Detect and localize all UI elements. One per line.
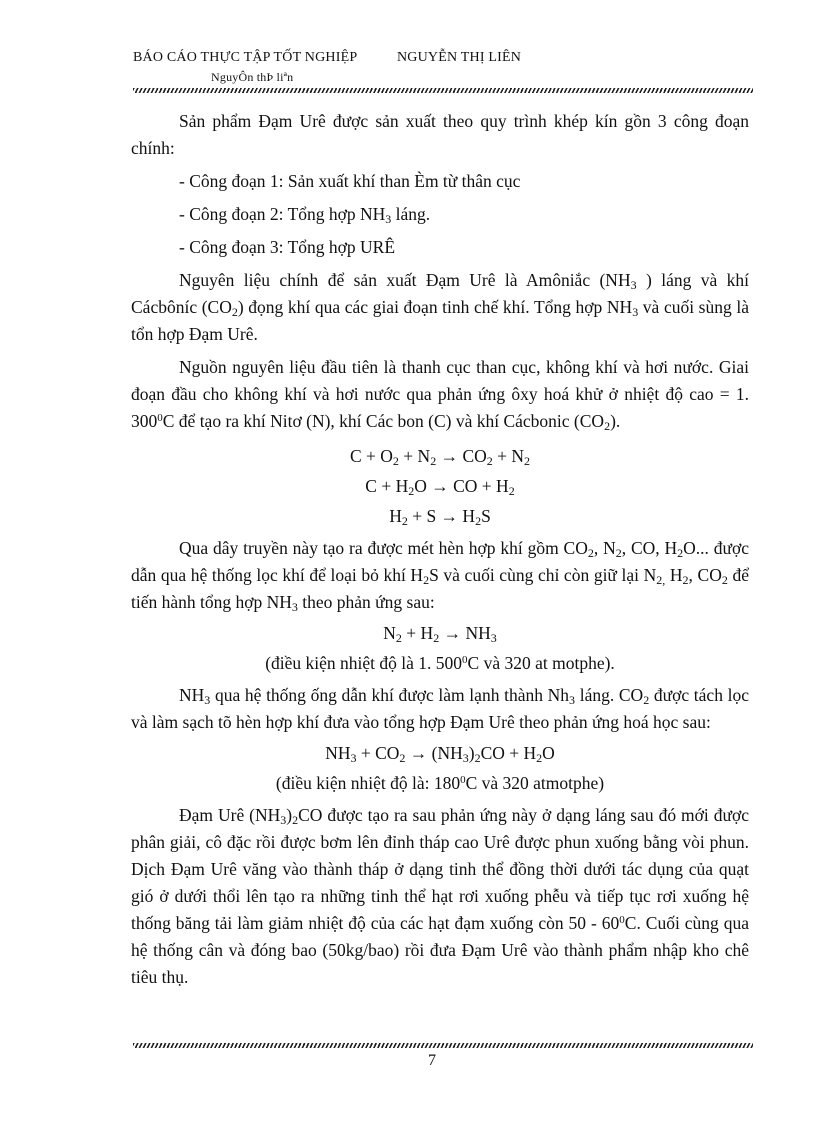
condition-1: (điều kiện nhiệt độ là 1. $500^0C$ và 320 at motphe).: [265, 653, 615, 673]
condition-2: (điều kiện nhiệt độ là: $180^0C$ và 320 atmotphe): [275, 773, 605, 793]
footer-divider: [133, 1043, 753, 1048]
equation-1: $C + O_2 + N_2 \to CO_2 + N_2$: [349, 446, 531, 468]
intro-paragraph: Sản phẩm Đạm Urê được sản xuất theo quy trình khép kín gồn 3 công đoạn chính:: [131, 111, 749, 158]
raw-materials-paragraph: Nguyên liệu chính để sản xuất Đạm Urê là Amôniắc ($NH_3$ ) láng và khí Cácbôníc $(CO_2)$ đọng khí qua các giai đoạn tinh chế khí. Tổng hợp $NH_3$ và cuối sùng là tổn hợp Đạm Urê.: [131, 270, 749, 344]
stage-2-item: - Công đoạn 2: Tổng hợp $NH_3$ láng.: [179, 204, 431, 226]
urea-processing-paragraph: Đạm Urê $(NH_3)_2CO$ được tạo ra sau phản ứng này ở dạng láng sau đó mới được phân giải, cô đặc rồi được bơm lên đỉnh tháp cao Urê được phun xuống bằng vòi phun. Dịch Đạm Urê văng vào thành tháp ở dạng tinh thể đồng thời dưới tác dụng của quạt gió ở dưới thổi lên tạo ra những tinh thể hạt rơi xuống phễu và tiếp tục rơi xuống hệ thống băng tải làm giảm nhiệt độ của các hạt đạm xuống còn $50 - 60^0C$. Cuối cùng qua hệ thống cân và đóng bao (50kg/bao) rồi đưa Đạm Urê vào thành phẩm nhập kho chê tiêu thụ.: [131, 805, 749, 987]
stage-3-item: - Công đoạn 3: Tổng hợp URÊ: [179, 237, 396, 257]
header-author: NGUYỄN THỊ LIÊN: [397, 50, 522, 65]
document-body: [131, 108, 749, 997]
header-author-garbled: NguyÔn thÞ liªn: [211, 70, 294, 84]
page-number: 7: [428, 1052, 436, 1069]
equation-5: $NH_3 + CO_2 \to (NH_3)_2CO + H_2O$: [325, 743, 555, 765]
equation-3: $H_2 + S \to H_2S$: [389, 506, 491, 528]
stage-1-item: - Công đoạn 1: Sản xuất khí than Èm từ thân cục: [179, 171, 521, 191]
equation-2: $C + H_2O$ → CO + $H_2$: [365, 476, 515, 498]
header-divider: [133, 88, 753, 93]
equation-4: $N_2 + H_2 \to NH_3$: [383, 623, 497, 645]
header-report-title: BÁO CÁO THỰC TẬP TỐT NGHIỆP: [133, 50, 358, 65]
purification-paragraph: Qua dây truyền này tạo ra được mét hèn hợp khí gồm $CO_2$, $N_2$, CO, $H_2O$... được dẫn qua hệ thống lọc khí để loại bỏ khí $H_2S$ và cuối cùng chỉ còn giữ lại $N_{2,}$ $H_2$, $CO_2$ để tiến hành tổng hợp $NH_3$ theo phản ứng sau:: [131, 538, 750, 614]
gasification-paragraph: Nguồn nguyên liệu đầu tiên là thanh cục than cục, không khí và hơi nước. Giai đoạn đầu cho không khí và hơi nước qua phản ứng ôxy hoá khử ở nhiệt độ cao = 1. $300^0C$ để tạo ra khí Nitơ (N), khí Các bon (C) và khí Cácbonic $(CO_2)$.: [131, 357, 749, 433]
ammonia-paragraph: $NH_3$ qua hệ thống ống dẫn khí được làm lạnh thành $Nh_3$ láng. $CO_2$ được tách lọc và làm sạch tõ hèn hợp khí đưa vào tổng hợp Đạm Urê theo phản ứng hoá học sau:: [131, 685, 749, 732]
